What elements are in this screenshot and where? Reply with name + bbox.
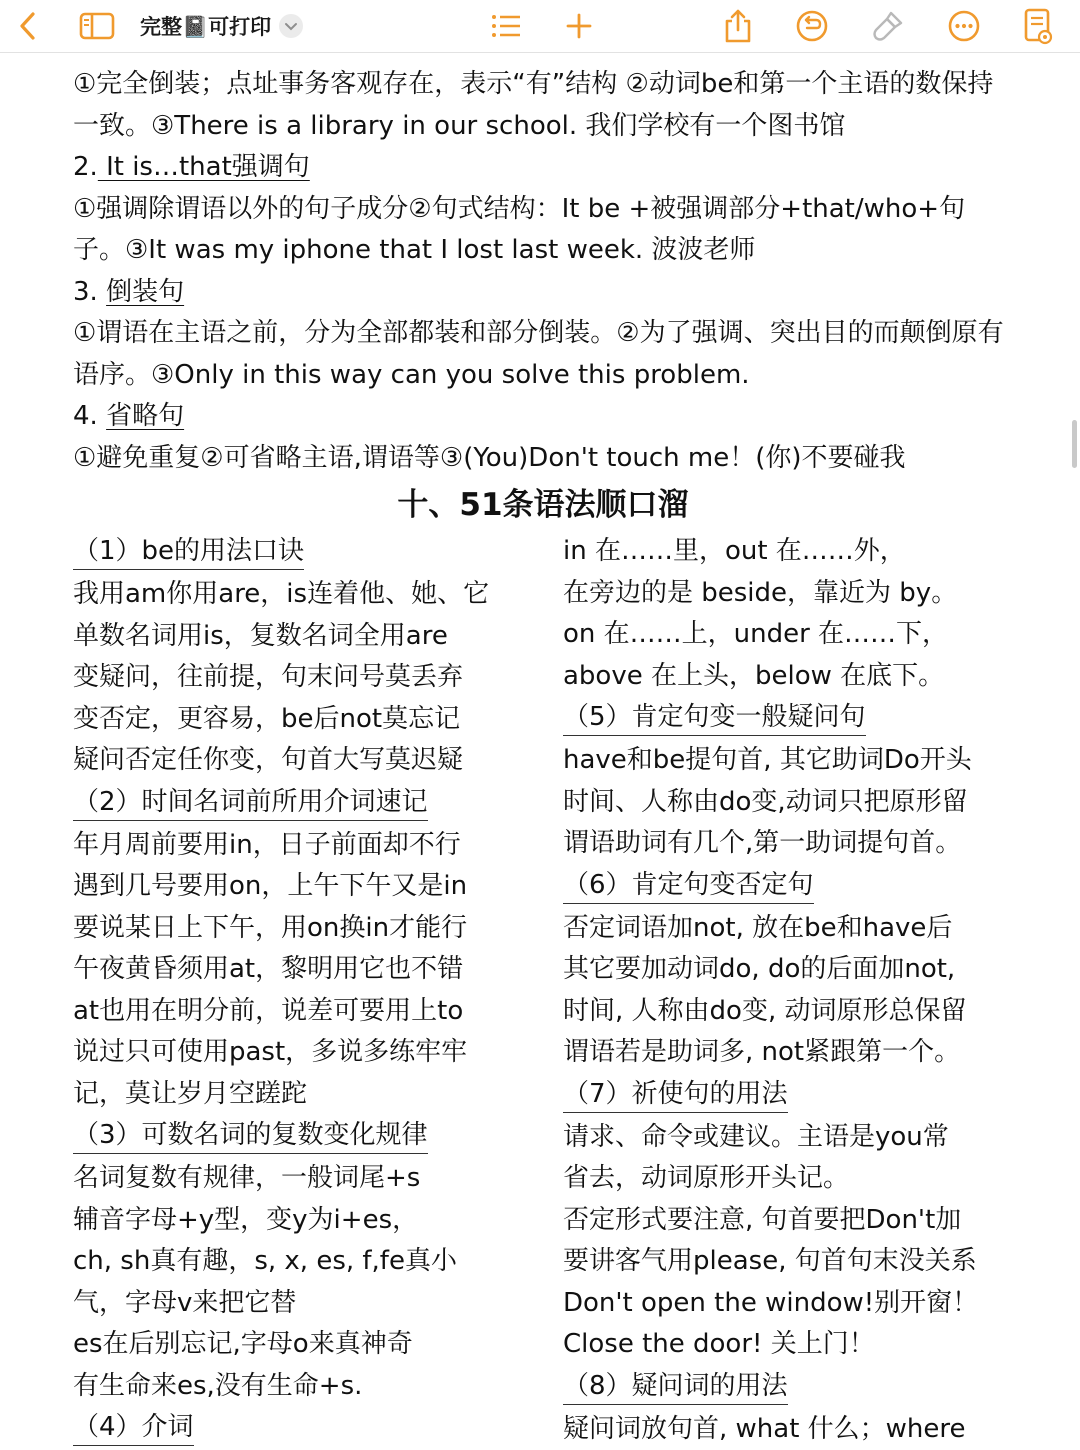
section-2-heading (73, 147, 1013, 189)
subsection-8-heading (563, 1366, 1013, 1409)
subsection-1-title: （1）be的用法口诀 (73, 533, 304, 570)
undo-icon[interactable] (794, 6, 830, 46)
back-icon[interactable] (10, 6, 46, 46)
subsection-5-heading (563, 697, 1013, 740)
list-item: 记，莫让岁月空蹉跎 (73, 1074, 563, 1116)
document-title-text: 完整📓可打印 (140, 11, 271, 41)
list-item: 名词复数有规律，一般词尾+s (73, 1158, 563, 1200)
list-item: 时间, 人称由do变, 动词原形总保留 (563, 991, 1013, 1033)
section-3-number: 3. (73, 277, 98, 307)
subsection-6-heading (563, 865, 1013, 908)
list-item: at也用在明分前，说差可要用上to (73, 991, 563, 1033)
section-4-body: ①避免重复②可省略主语,谓语等③(You)Don't touch me！(你)不要碰我 (73, 438, 1013, 480)
list-item: 谓语助词有几个,第一助词提句首。 (563, 823, 1013, 865)
document-view-icon[interactable] (1020, 6, 1056, 46)
list-item: 午夜黄昏须用at，黎明用它也不错 (73, 949, 563, 991)
list-item: 请求、命令或建议。主语是you常 (563, 1117, 1013, 1159)
list-item: 有生命来es,没有生命+s. (73, 1366, 563, 1408)
section-4-heading (73, 396, 1013, 438)
subsection-4-title: （4）介词 (73, 1409, 194, 1446)
list-item: have和be提句首, 其它助词Do开头 (563, 740, 1013, 782)
list-item: 变否定，更容易，be后not莫忘记 (73, 699, 563, 741)
subsection-7-heading (563, 1074, 1013, 1117)
section-3-title: 倒装句 (106, 277, 184, 307)
subsection-3-heading (73, 1115, 563, 1158)
brush-icon[interactable] (870, 6, 906, 46)
list-item: es在后别忘记,字母o来真神奇 (73, 1324, 563, 1366)
subsection-1-heading (73, 531, 563, 574)
list-item: 其它要加动词do, do的后面加not, (563, 949, 1013, 991)
right-column (563, 531, 1013, 1450)
list-item: ch, sh真有趣，s, x, es, f,fe真小 (73, 1241, 563, 1283)
share-icon[interactable] (720, 6, 756, 46)
list-item: 否定词语加not, 放在be和have后 (563, 908, 1013, 950)
list-item: 变疑问，往前提，句末问号莫丢弃 (73, 657, 563, 699)
section-3-body: ①谓语在主语之前，分为全部都装和部分倒装。②为了强调、突出目的而颠倒原有语序。③Only in this way can you solve this problem. (73, 313, 1013, 396)
two-column-content (73, 531, 1013, 1450)
list-item: on 在……上，under 在……下， (563, 614, 1013, 656)
intro-paragraph-1: ①完全倒装；点址事务客观存在，表示“有”结构 ②动词be和第一个主语的数保持一致。③There is a library in our school. 我们学校有一个图书馆 (73, 64, 1013, 147)
section-title: 十、51条语法顺口溜 (73, 479, 1013, 531)
list-item: 辅音字母+y型，变y为i+es， (73, 1200, 563, 1242)
list-item: 我用am你用are，is连着他、她、它 (73, 574, 563, 616)
toolbar (0, 0, 1080, 53)
list-item: 疑问否定任你变，句首大写莫迟疑 (73, 740, 563, 782)
list-item: 年月周前要用in，日子前面却不行 (73, 825, 563, 867)
list-item: 否定形式要注意, 句首要把Don't加 (563, 1200, 1013, 1242)
list-item: 单数名词用is，复数名词全用are (73, 616, 563, 658)
subsection-2-title: （2）时间名词前所用介词速记 (73, 784, 428, 821)
list-item: 谓语若是助词多, not紧跟第一个。 (563, 1032, 1013, 1074)
add-icon[interactable] (562, 6, 596, 46)
subsection-5-title: （5）肯定句变一般疑问句 (563, 699, 866, 736)
list-item: 要讲客气用please, 句首句末没关系 (563, 1241, 1013, 1283)
subsection-6-title: （6）肯定句变否定句 (563, 867, 814, 904)
subsection-7-title: （7）祈使句的用法 (563, 1076, 788, 1113)
sidebar-icon[interactable] (76, 6, 118, 46)
subsection-3-title: （3）可数名词的复数变化规律 (73, 1117, 428, 1154)
scrollbar[interactable] (1072, 420, 1077, 468)
section-2-title: It is…that强调句 (98, 152, 310, 182)
list-item: 气，字母v来把它替 (73, 1283, 563, 1325)
list-item: 省去，动词原形开头记。 (563, 1158, 1013, 1200)
list-item: Close the door! 关上门！ (563, 1324, 1013, 1366)
left-column (73, 531, 563, 1450)
list-item: in 在……里，out 在……外， (563, 531, 1013, 573)
more-icon[interactable] (946, 6, 982, 46)
subsection-4-heading (73, 1407, 563, 1450)
subsection-2-heading (73, 782, 563, 825)
section-4-number: 4. (73, 401, 98, 431)
section-2-number: 2. (73, 152, 98, 182)
list-icon[interactable] (488, 6, 524, 46)
section-3-heading (73, 272, 1013, 314)
list-item: 在旁边的是 beside，靠近为 by。 (563, 573, 1013, 615)
list-item: above 在上头，below 在底下。 (563, 656, 1013, 698)
list-item: 时间、人称由do变,动词只把原形留 (563, 782, 1013, 824)
list-item: 遇到几号要用on，上午下午又是in (73, 866, 563, 908)
section-4-title: 省略句 (106, 401, 184, 431)
list-item: 疑问词放句首, what 什么；where (563, 1409, 1013, 1450)
document-title[interactable] (140, 6, 303, 46)
list-item: 说过只可使用past，多说多练牢牢 (73, 1032, 563, 1074)
chevron-down-icon[interactable] (279, 14, 303, 38)
document-body (73, 64, 1013, 1450)
list-item: 要说某日上下午，用on换in才能行 (73, 908, 563, 950)
list-item: Don't open the window!别开窗！ (563, 1283, 1013, 1325)
subsection-8-title: （8）疑问词的用法 (563, 1368, 788, 1405)
section-2-body: ①强调除谓语以外的句子成分②句式结构：It be +被强调部分+that/who+句子。③It was my iphone that I lost last week. 波波老师 (73, 189, 1013, 272)
